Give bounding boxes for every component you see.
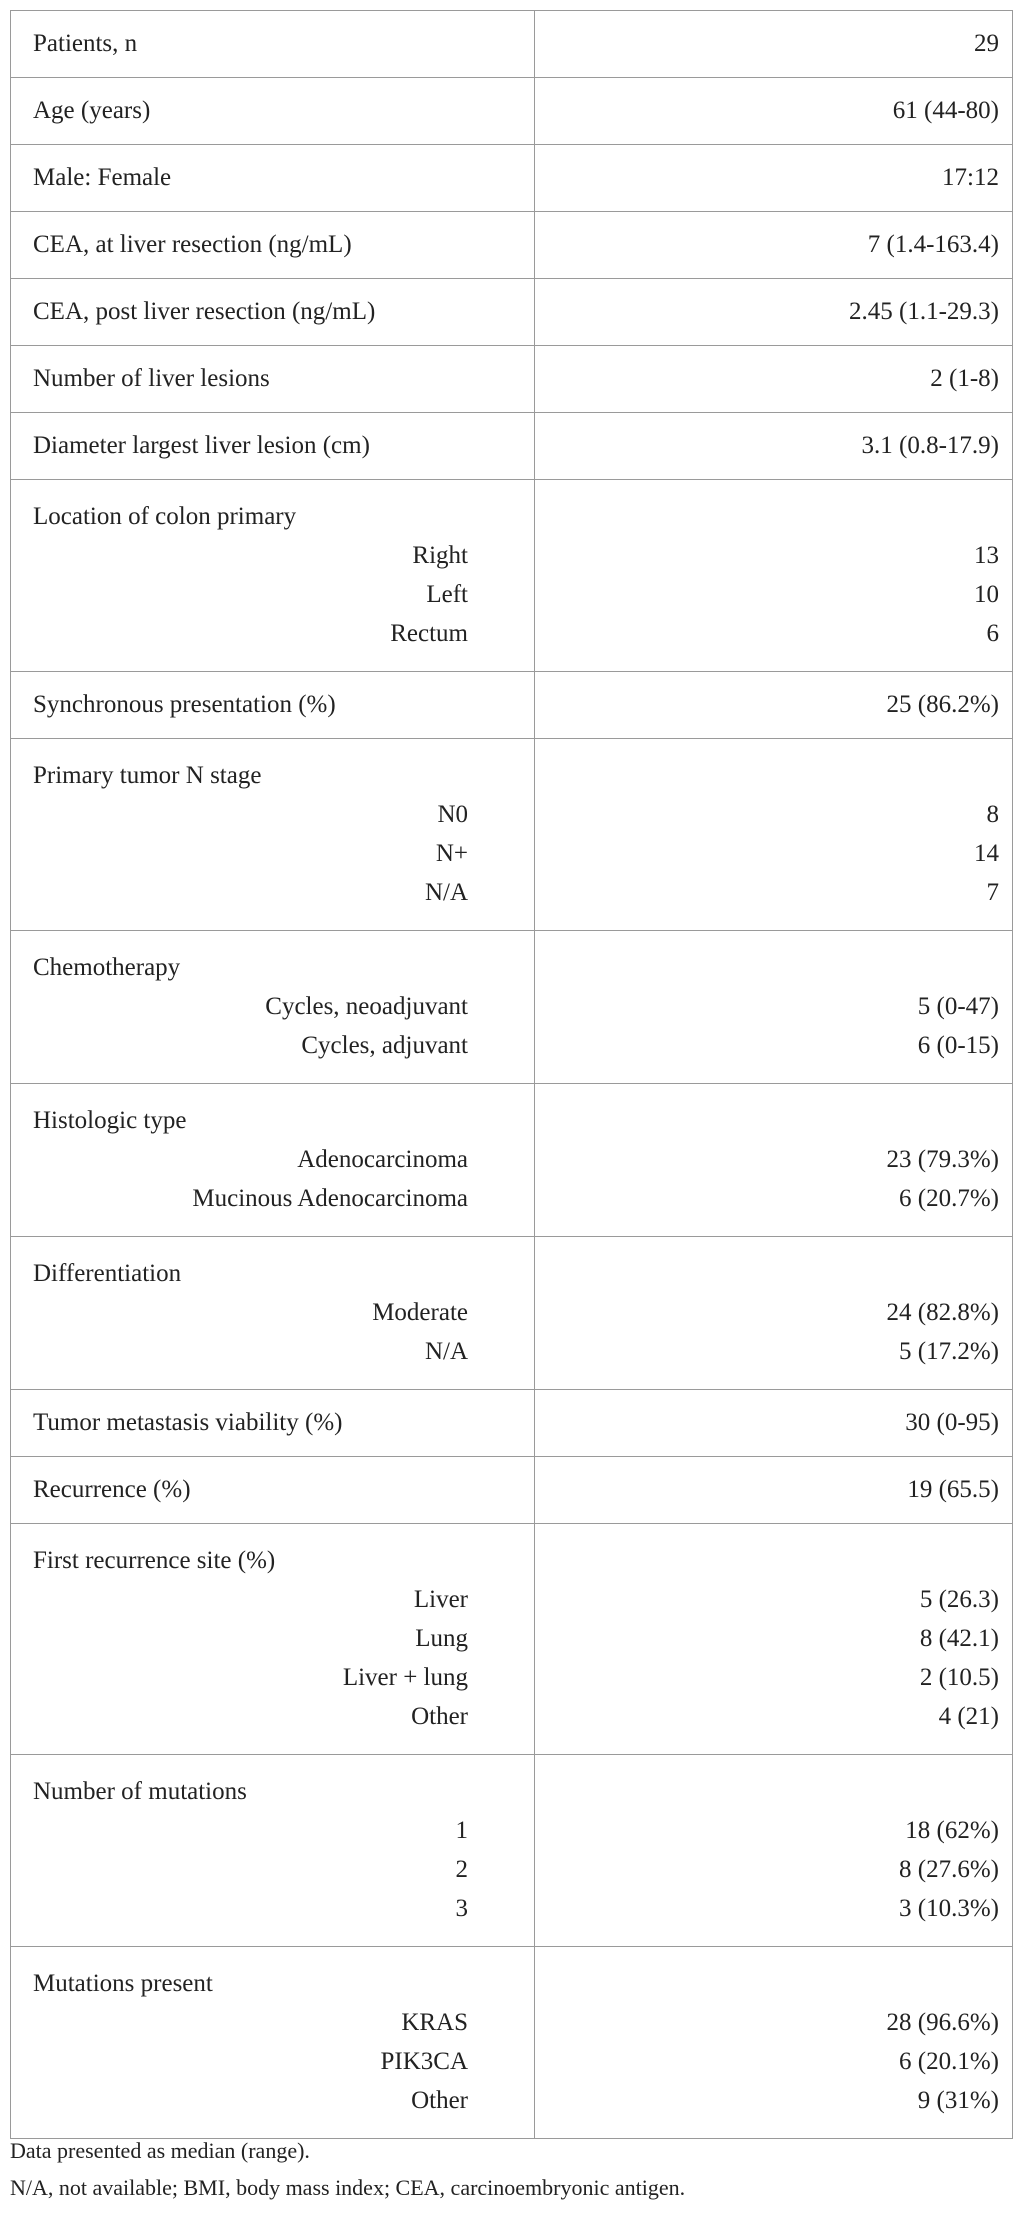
subrow-label: N/A <box>424 879 468 906</box>
subrow-value: 5 (0-47) <box>917 993 999 1020</box>
table-row <box>11 11 1013 78</box>
table-row <box>11 1237 1013 1390</box>
subrow-label: Other <box>411 2087 468 2114</box>
row-value: 17:12 <box>942 164 999 191</box>
row-value-cell <box>535 1390 1013 1457</box>
subrow-value: 5 (26.3) <box>919 1586 999 1613</box>
row-label-cell <box>11 1084 535 1237</box>
row-label: Male: Female <box>33 164 172 191</box>
subrow-value: 8 <box>986 801 999 828</box>
row-value-cell <box>535 78 1013 145</box>
row-value-cell <box>535 413 1013 480</box>
subrow-label: Cycles, neoadjuvant <box>265 993 468 1020</box>
table-row <box>11 1755 1013 1947</box>
subrow-value: 9 (31%) <box>917 2087 999 2114</box>
row-value-cell <box>535 1237 1013 1390</box>
row-label-cell <box>11 413 535 480</box>
subrow-value: 4 (21) <box>938 1703 999 1730</box>
subrow-label: Right <box>412 542 468 569</box>
row-value-cell <box>535 279 1013 346</box>
group-heading-spacer <box>535 1964 999 2003</box>
subrow-label: Liver <box>413 1586 468 1613</box>
table-row <box>11 346 1013 413</box>
group-heading-spacer <box>535 1101 999 1140</box>
subrow-label: PIK3CA <box>380 2048 468 2075</box>
subrow-label: 2 <box>455 1856 468 1883</box>
row-label-cell <box>11 145 535 212</box>
subrow-label: 3 <box>455 1895 468 1922</box>
row-label-cell <box>11 1947 535 2139</box>
subrow-value: 6 (20.1%) <box>899 2048 999 2075</box>
subrow-value: 8 (42.1) <box>919 1625 999 1652</box>
group-heading-spacer <box>535 1772 999 1811</box>
row-label-cell <box>11 931 535 1084</box>
row-label: CEA, post liver resection (ng/mL) <box>33 298 376 325</box>
subrow-label: Moderate <box>372 1299 468 1326</box>
group-heading: Primary tumor N stage <box>33 762 262 789</box>
subrow-value: 7 <box>986 879 999 906</box>
subrow-value: 10 <box>974 581 999 608</box>
row-label: Recurrence (%) <box>33 1476 191 1503</box>
row-label: Number of liver lesions <box>33 365 270 392</box>
row-label-cell <box>11 1755 535 1947</box>
row-value-cell <box>535 931 1013 1084</box>
row-value: 19 (65.5) <box>907 1476 999 1503</box>
table-row <box>11 1947 1013 2139</box>
row-label: Patients, n <box>33 30 138 57</box>
subrow-label: Liver + lung <box>342 1664 468 1691</box>
table-row <box>11 413 1013 480</box>
row-label-cell <box>11 279 535 346</box>
subrow-value: 6 <box>986 620 999 647</box>
table-row <box>11 1457 1013 1524</box>
row-value-cell <box>535 1755 1013 1947</box>
group-heading: Chemotherapy <box>33 954 181 981</box>
group-heading-spacer <box>535 497 999 536</box>
subrow-value: 6 (20.7%) <box>899 1185 999 1212</box>
subrow-label: 1 <box>455 1817 468 1844</box>
subrow-value: 3 (10.3%) <box>899 1895 999 1922</box>
subrow-label: Adenocarcinoma <box>297 1146 468 1173</box>
footnote-abbreviations: N/A, not available; BMI, body mass index; CEA, carcinoembryonic antigen. <box>10 2175 686 2200</box>
row-label: Diameter largest liver lesion (cm) <box>33 432 370 459</box>
table-row <box>11 1084 1013 1237</box>
row-value: 2 (1-8) <box>930 365 999 392</box>
subrow-label: Other <box>411 1703 468 1730</box>
subrow-label: Cycles, adjuvant <box>301 1032 468 1059</box>
row-value: 3.1 (0.8-17.9) <box>861 432 999 459</box>
row-label-cell <box>11 1390 535 1457</box>
row-label: Age (years) <box>33 97 151 124</box>
subrow-value: 6 (0-15) <box>917 1032 999 1059</box>
row-label-cell <box>11 1237 535 1390</box>
table-row <box>11 145 1013 212</box>
footnote-data-presentation: Data presented as median (range). <box>10 2138 310 2163</box>
row-value: 30 (0-95) <box>905 1409 999 1436</box>
row-label: Tumor metastasis viability (%) <box>33 1409 343 1436</box>
table-row <box>11 931 1013 1084</box>
table-row <box>11 480 1013 672</box>
row-value-cell <box>535 1457 1013 1524</box>
patient-characteristics-table-wrapper <box>10 10 1013 2139</box>
row-label-cell <box>11 480 535 672</box>
table-row <box>11 739 1013 931</box>
row-label-cell <box>11 78 535 145</box>
row-label-cell <box>11 672 535 739</box>
row-value-cell <box>535 1947 1013 2139</box>
subrow-label: N+ <box>435 840 468 867</box>
row-value: 61 (44-80) <box>892 97 999 124</box>
subrow-value: 5 (17.2%) <box>899 1338 999 1365</box>
row-value-cell <box>535 346 1013 413</box>
row-value: 7 (1.4-163.4) <box>867 231 999 258</box>
subrow-label: KRAS <box>401 2009 468 2036</box>
row-value-cell <box>535 480 1013 672</box>
table-body <box>11 11 1013 2139</box>
table-row <box>11 279 1013 346</box>
subrow-value: 24 (82.8%) <box>886 1299 999 1326</box>
row-label-cell <box>11 1524 535 1755</box>
subrow-value: 13 <box>974 542 999 569</box>
row-label-cell <box>11 346 535 413</box>
subrow-value: 23 (79.3%) <box>886 1146 999 1173</box>
table-footnotes <box>10 2132 685 2206</box>
table-row <box>11 1524 1013 1755</box>
row-value-cell <box>535 1524 1013 1755</box>
row-value-cell <box>535 739 1013 931</box>
row-value: 29 <box>974 30 999 57</box>
group-heading: Histologic type <box>33 1107 187 1134</box>
group-heading-spacer <box>535 756 999 795</box>
row-label-cell <box>11 11 535 78</box>
group-heading: Number of mutations <box>33 1778 247 1805</box>
subrow-value: 8 (27.6%) <box>899 1856 999 1883</box>
group-heading: Mutations present <box>33 1970 213 1997</box>
subrow-label: Rectum <box>390 620 468 647</box>
subrow-value: 2 (10.5) <box>919 1664 999 1691</box>
table-row <box>11 1390 1013 1457</box>
row-value-cell <box>535 11 1013 78</box>
group-heading-spacer <box>535 948 999 987</box>
row-label-cell <box>11 739 535 931</box>
row-value-cell <box>535 672 1013 739</box>
group-heading-spacer <box>535 1254 999 1293</box>
subrow-value: 18 (62%) <box>905 1817 999 1844</box>
subrow-label: N0 <box>437 801 468 828</box>
subrow-label: Left <box>426 581 468 608</box>
group-heading: Differentiation <box>33 1260 182 1287</box>
subrow-value: 14 <box>974 840 999 867</box>
table-row <box>11 78 1013 145</box>
row-label-cell <box>11 1457 535 1524</box>
row-value: 2.45 (1.1-29.3) <box>849 298 999 325</box>
row-value-cell <box>535 145 1013 212</box>
group-heading-spacer <box>535 1541 999 1580</box>
subrow-label: Mucinous Adenocarcinoma <box>192 1185 468 1212</box>
row-value: 25 (86.2%) <box>886 691 999 718</box>
table-row <box>11 212 1013 279</box>
row-value-cell <box>535 212 1013 279</box>
row-label: CEA, at liver resection (ng/mL) <box>33 231 352 258</box>
subrow-value: 28 (96.6%) <box>886 2009 999 2036</box>
row-label-cell <box>11 212 535 279</box>
subrow-label: N/A <box>424 1338 468 1365</box>
patient-characteristics-table <box>10 10 1013 2139</box>
row-value-cell <box>535 1084 1013 1237</box>
table-row <box>11 672 1013 739</box>
subrow-label: Lung <box>415 1625 468 1652</box>
row-label: Synchronous presentation (%) <box>33 691 336 718</box>
group-heading: First recurrence site (%) <box>33 1547 276 1574</box>
group-heading: Location of colon primary <box>33 503 297 530</box>
